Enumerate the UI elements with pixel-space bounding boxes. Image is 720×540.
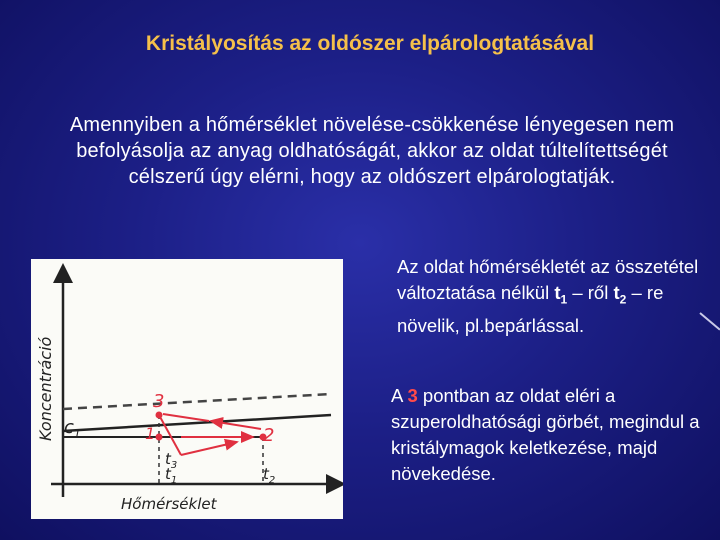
solubility-curve: [63, 415, 331, 431]
paragraph1-text-b: – re növelik, pl.bepárlással.: [397, 282, 664, 336]
c1-label: $c_1$: [64, 417, 81, 440]
y-axis-label: Koncentráció: [36, 336, 55, 441]
evaporation-arrow-1: [211, 421, 261, 429]
cooling-line: [159, 415, 181, 455]
point-1-marker: [156, 434, 163, 441]
point-3-label: 3: [153, 391, 165, 412]
concentration-temperature-diagram: [31, 259, 343, 519]
evaporation-arrow-2: [163, 414, 209, 421]
paragraph-supersolubility: [391, 383, 711, 487]
intro-paragraph: Amennyiben a hőmérséklet növelése-csökkenése lényegesen nem befolyásolja az anyag oldhatóságát, akkor az oldat túltelítettségét célszerű úgy elérni, hogy az oldószert elpárologtatják.: [69, 114, 675, 188]
paragraph2-text-post: pontban az oldat eléri a szuperoldhatósági görbét, megindul a kristálymagok keletkezése, majd növekedése.: [391, 385, 700, 484]
slide-title: Kristályosítás az oldószer elpárologtatásával: [145, 32, 595, 55]
diagram-svg: [31, 259, 343, 519]
t2-text: $t_2$: [613, 282, 627, 307]
paragraph-heating: [397, 254, 717, 339]
paragraph1-text-mid: – ről: [567, 282, 614, 303]
cooling-line-2: [181, 442, 237, 455]
paragraph1-text-a: Az oldat hőmérsékletét az összetétel változtatása nélkül: [397, 256, 699, 303]
paragraph2-text-pre: A: [391, 385, 408, 406]
supersolubility-curve: [63, 394, 331, 409]
point-3-highlight: 3: [407, 385, 418, 406]
x-axis-label: Hőmérséklet: [121, 495, 217, 513]
t2-label: $t_2$: [263, 465, 276, 486]
point-1-label: 1: [145, 424, 156, 443]
t1-label: $t_1$: [165, 465, 178, 486]
point-3-marker: [156, 412, 163, 419]
t1-text: $t_1$: [554, 282, 568, 307]
point-2-label: 2: [263, 425, 275, 446]
t3-label: $t_3$: [165, 450, 178, 471]
